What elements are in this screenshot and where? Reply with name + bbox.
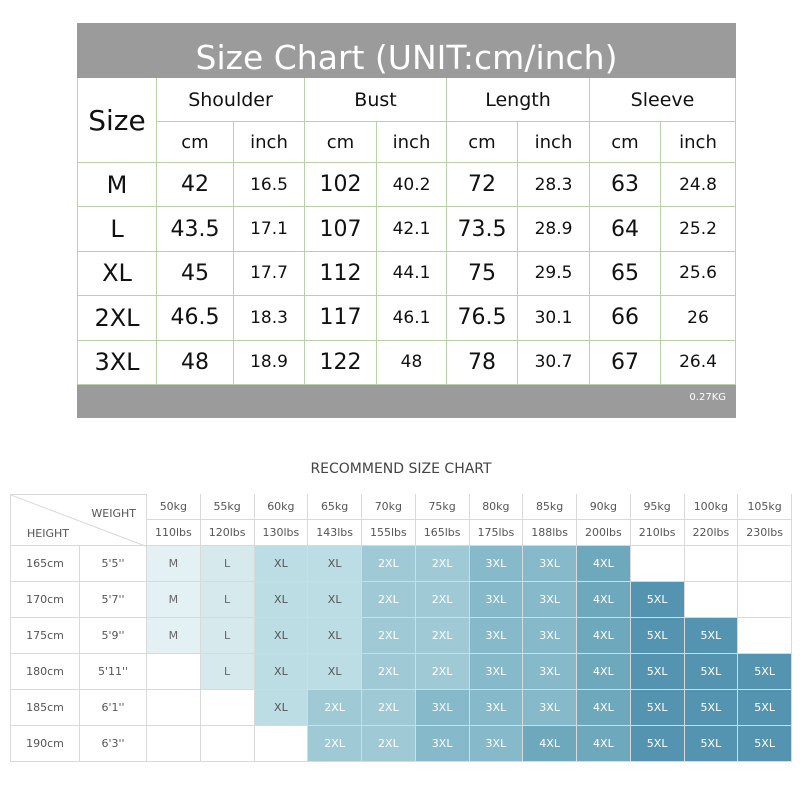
measurement-cell: 48 (157, 341, 234, 385)
recommended-size-cell: XL (255, 582, 309, 618)
weight-lbs-header: 155lbs (362, 520, 416, 546)
weight-kg-header: 50kg (147, 494, 201, 520)
measurement-header: Sleeve (590, 78, 736, 122)
measurement-cell: 18.3 (234, 296, 305, 340)
recommended-size-cell: 2XL (362, 618, 416, 654)
recommended-size-cell: 2XL (308, 726, 362, 762)
measurement-cell: 75 (447, 252, 518, 296)
size-chart-title: Size Chart (UNIT:cm/inch) (77, 23, 736, 78)
height-cm-label: 170cm (10, 582, 80, 618)
weight-kg-header: 85kg (523, 494, 577, 520)
recommended-size-cell: XL (308, 618, 362, 654)
measurement-cell: 40.2 (377, 163, 447, 207)
recommended-size-cell (147, 726, 201, 762)
height-ft-label: 6'3'' (80, 726, 147, 762)
size-label: L (77, 207, 157, 251)
weight-lbs-header: 110lbs (147, 520, 201, 546)
measurement-cell: 30.7 (518, 341, 590, 385)
measurement-cell: 42 (157, 163, 234, 207)
recommended-size-cell: 4XL (577, 618, 631, 654)
measurement-cell: 46.5 (157, 296, 234, 340)
measurement-cell: 26.4 (661, 341, 736, 385)
recommended-size-cell: XL (255, 654, 309, 690)
weight-lbs-header: 230lbs (738, 520, 792, 546)
size-chart (77, 23, 736, 418)
recommended-size-cell: 2XL (416, 582, 470, 618)
recommended-size-cell (147, 690, 201, 726)
height-cm-label: 180cm (10, 654, 80, 690)
weight-lbs-header: 165lbs (416, 520, 470, 546)
measurement-cell: 102 (305, 163, 377, 207)
measurement-cell: 122 (305, 341, 377, 385)
recommended-size-cell: 3XL (416, 726, 470, 762)
recommended-size-cell: 2XL (416, 546, 470, 582)
recommended-size-cell (201, 726, 255, 762)
recommended-size-cell: L (201, 654, 255, 690)
weight-lbs-header: 130lbs (255, 520, 309, 546)
recommended-size-cell: 2XL (362, 690, 416, 726)
measurement-cell: 76.5 (447, 296, 518, 340)
recommended-size-cell: 3XL (523, 618, 577, 654)
measurement-cell: 48 (377, 341, 447, 385)
recommended-size-cell: 3XL (416, 690, 470, 726)
unit-header-inch: inch (234, 122, 305, 163)
size-header: Size (77, 78, 157, 163)
measurement-cell: 16.5 (234, 163, 305, 207)
measurement-cell: 65 (590, 252, 661, 296)
recommended-size-cell: 5XL (685, 618, 739, 654)
measurement-cell: 44.1 (377, 252, 447, 296)
measurement-cell: 28.9 (518, 207, 590, 251)
height-ft-label: 6'1'' (80, 690, 147, 726)
recommend-size-chart (10, 452, 792, 796)
measurement-cell: 30.1 (518, 296, 590, 340)
measurement-cell: 64 (590, 207, 661, 251)
recommended-size-cell: 5XL (738, 726, 792, 762)
unit-header-inch: inch (518, 122, 590, 163)
measurement-header: Bust (305, 78, 447, 122)
recommended-size-cell: 5XL (685, 726, 739, 762)
measurement-cell: 72 (447, 163, 518, 207)
unit-header-cm: cm (157, 122, 234, 163)
recommended-size-cell: 2XL (362, 726, 416, 762)
recommended-size-cell: L (201, 546, 255, 582)
measurement-cell: 66 (590, 296, 661, 340)
height-ft-label: 5'11'' (80, 654, 147, 690)
measurement-cell: 17.1 (234, 207, 305, 251)
recommended-size-cell: 2XL (362, 546, 416, 582)
measurement-cell: 17.7 (234, 252, 305, 296)
recommended-size-cell: 2XL (362, 654, 416, 690)
height-label: HEIGHT (27, 527, 69, 540)
recommended-size-cell: 2XL (416, 654, 470, 690)
recommended-size-cell: 5XL (738, 654, 792, 690)
weight-kg-header: 55kg (201, 494, 255, 520)
measurement-cell: 24.8 (661, 163, 736, 207)
recommended-size-cell: 3XL (470, 690, 524, 726)
weight-lbs-header: 188lbs (523, 520, 577, 546)
weight-lbs-header: 143lbs (308, 520, 362, 546)
recommended-size-cell: M (147, 582, 201, 618)
recommended-size-cell: L (201, 582, 255, 618)
recommended-size-cell: 2XL (362, 582, 416, 618)
recommended-size-cell: 5XL (685, 690, 739, 726)
recommended-size-cell: 5XL (685, 654, 739, 690)
measurement-cell: 73.5 (447, 207, 518, 251)
height-ft-label: 5'5'' (80, 546, 147, 582)
recommended-size-cell: 2XL (308, 690, 362, 726)
corner-header (10, 494, 147, 546)
measurement-cell: 25.6 (661, 252, 736, 296)
recommended-size-cell: 2XL (416, 618, 470, 654)
weight-kg-header: 105kg (738, 494, 792, 520)
measurement-cell: 29.5 (518, 252, 590, 296)
recommended-size-cell: 5XL (631, 726, 685, 762)
weight-lbs-header: 200lbs (577, 520, 631, 546)
weight-label: WEIGHT (91, 507, 136, 520)
recommended-size-cell (738, 618, 792, 654)
recommended-size-cell: XL (255, 546, 309, 582)
recommended-size-cell (631, 546, 685, 582)
recommended-size-cell: L (201, 618, 255, 654)
recommended-size-cell: 3XL (523, 690, 577, 726)
measurement-cell: 63 (590, 163, 661, 207)
weight-kg-header: 95kg (631, 494, 685, 520)
recommended-size-cell (201, 690, 255, 726)
recommended-size-cell: M (147, 546, 201, 582)
unit-header-cm: cm (447, 122, 518, 163)
recommended-size-cell: 4XL (577, 726, 631, 762)
unit-header-inch: inch (377, 122, 447, 163)
recommended-size-cell: 4XL (577, 654, 631, 690)
measurement-cell: 112 (305, 252, 377, 296)
measurement-header: Length (447, 78, 590, 122)
measurement-cell: 18.9 (234, 341, 305, 385)
recommended-size-cell (147, 654, 201, 690)
recommended-size-cell (685, 546, 739, 582)
weight-lbs-header: 220lbs (685, 520, 739, 546)
measurement-cell: 46.1 (377, 296, 447, 340)
measurement-cell: 28.3 (518, 163, 590, 207)
measurement-cell: 107 (305, 207, 377, 251)
recommended-size-cell: 3XL (523, 654, 577, 690)
measurement-cell: 42.1 (377, 207, 447, 251)
height-cm-label: 175cm (10, 618, 80, 654)
recommended-size-cell: 3XL (470, 582, 524, 618)
recommended-size-cell: 4XL (577, 690, 631, 726)
weight-lbs-header: 210lbs (631, 520, 685, 546)
height-cm-label: 190cm (10, 726, 80, 762)
recommended-size-cell (738, 582, 792, 618)
recommended-size-cell: 3XL (470, 546, 524, 582)
recommended-size-cell (255, 726, 309, 762)
recommended-size-cell: XL (308, 546, 362, 582)
height-cm-label: 165cm (10, 546, 80, 582)
measurement-cell: 67 (590, 341, 661, 385)
recommended-size-cell: XL (308, 654, 362, 690)
size-label: M (77, 163, 157, 207)
recommended-size-cell: 4XL (577, 582, 631, 618)
recommend-chart-grid (10, 494, 792, 796)
size-label: 3XL (77, 341, 157, 385)
weight-kg-header: 75kg (416, 494, 470, 520)
recommended-size-cell: 5XL (631, 654, 685, 690)
size-label: 2XL (77, 296, 157, 340)
height-cm-label: 185cm (10, 690, 80, 726)
recommended-size-cell: 3XL (470, 726, 524, 762)
recommend-chart-title: RECOMMEND SIZE CHART (310, 461, 492, 477)
height-ft-label: 5'7'' (80, 582, 147, 618)
recommended-size-cell: 3XL (470, 654, 524, 690)
size-chart-footer (77, 385, 736, 418)
unit-header-inch: inch (661, 122, 736, 163)
weight-lbs-header: 175lbs (470, 520, 524, 546)
recommended-size-cell: 3XL (523, 546, 577, 582)
recommended-size-cell: 5XL (631, 618, 685, 654)
recommended-size-cell: 5XL (738, 690, 792, 726)
weight-kg-header: 70kg (362, 494, 416, 520)
weight-kg-header: 80kg (470, 494, 524, 520)
recommended-size-cell: 4XL (577, 546, 631, 582)
measurement-cell: 25.2 (661, 207, 736, 251)
weight-kg-header: 100kg (685, 494, 739, 520)
recommended-size-cell: 5XL (631, 690, 685, 726)
weight-kg-header: 65kg (308, 494, 362, 520)
measurement-cell: 26 (661, 296, 736, 340)
measurement-header: Shoulder (157, 78, 305, 122)
recommended-size-cell (685, 582, 739, 618)
recommended-size-cell: 5XL (631, 582, 685, 618)
size-label: XL (77, 252, 157, 296)
weight-lbs-header: 120lbs (201, 520, 255, 546)
recommended-size-cell: XL (255, 618, 309, 654)
height-ft-label: 5'9'' (80, 618, 147, 654)
measurement-cell: 117 (305, 296, 377, 340)
weight-kg-header: 90kg (577, 494, 631, 520)
weight-kg-header: 60kg (255, 494, 309, 520)
recommended-size-cell: 3XL (523, 582, 577, 618)
recommended-size-cell: XL (308, 582, 362, 618)
recommended-size-cell: 3XL (470, 618, 524, 654)
recommended-size-cell: XL (255, 690, 309, 726)
measurement-cell: 45 (157, 252, 234, 296)
recommended-size-cell: M (147, 618, 201, 654)
unit-header-cm: cm (305, 122, 377, 163)
recommended-size-cell: 4XL (523, 726, 577, 762)
weight-note: 0.27KG (689, 392, 726, 403)
recommended-size-cell (738, 546, 792, 582)
measurement-cell: 43.5 (157, 207, 234, 251)
measurement-cell: 78 (447, 341, 518, 385)
unit-header-cm: cm (590, 122, 661, 163)
